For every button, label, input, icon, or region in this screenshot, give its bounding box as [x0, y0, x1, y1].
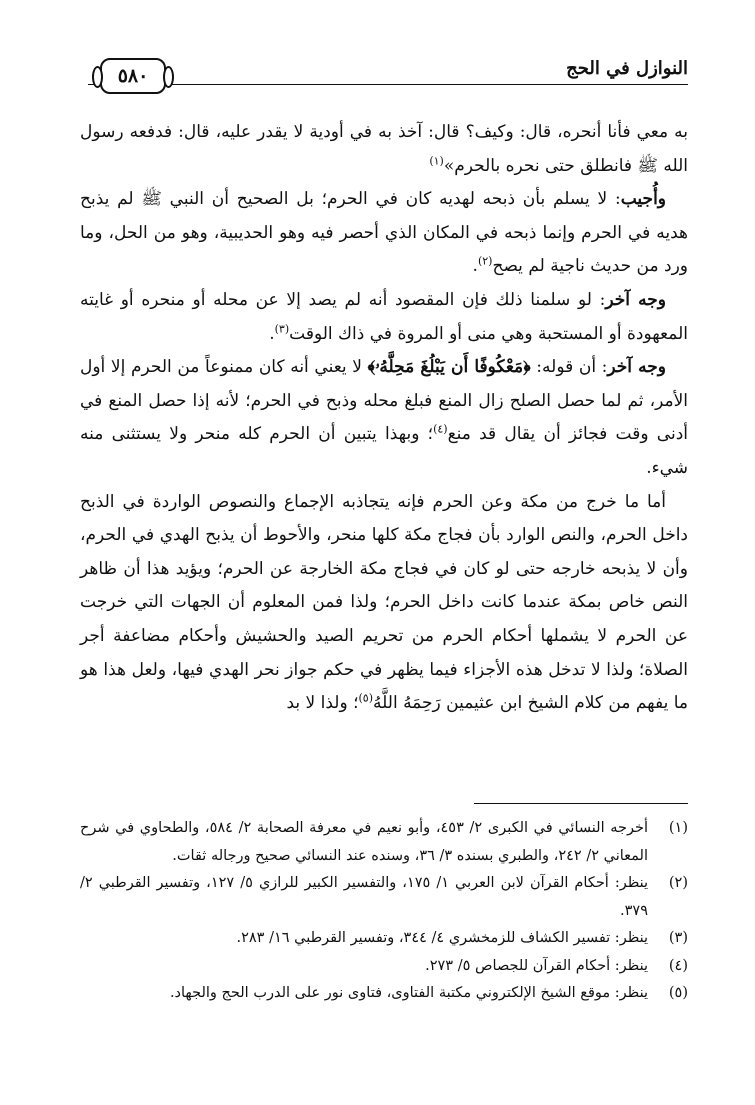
paragraph-1 [80, 116, 688, 183]
header-rule [88, 84, 688, 85]
paragraph-text: : أن قوله: [530, 357, 608, 378]
footnote-number: (١) [668, 820, 688, 836]
footnote-ref[interactable]: (٣) [274, 321, 290, 335]
footnote-item [80, 980, 688, 1008]
footnote-item [80, 953, 688, 981]
paragraph-2 [80, 183, 688, 284]
paragraph-text: ؛ وبهذا يتبين أن الحرم كله منحر ولا يستثنى منه شيء. [80, 424, 688, 478]
footnote-number: (٣) [668, 930, 688, 946]
paragraph-5 [80, 486, 688, 721]
paragraph-text: . [269, 323, 275, 344]
book-title: النوازل في الحج [566, 58, 688, 79]
footnote-number: (٢) [668, 875, 688, 891]
paragraph-4 [80, 351, 688, 485]
footnote-number: (٤) [668, 957, 688, 974]
paragraph-text: : لو سلمنا ذلك فإن المقصود أنه لم يصد إلا عن محله أو منحره أو غايته المعهودة أو المستحبة وهي منى أو المروة في ذاك الوقت [80, 289, 688, 344]
footnote-text: ينظر: موقع الشيخ الإلكتروني مكتبة الفتاوى، فتاوى نور على الدرب الحج والجهاد. [169, 985, 648, 1001]
body-text [80, 116, 688, 721]
footnote-ref[interactable]: (٤) [433, 422, 448, 436]
footnote-separator [474, 803, 688, 804]
footnote-item [80, 870, 688, 925]
paragraph-lead: وجه آخر [605, 289, 666, 310]
paragraph-lead: وجه آخر [607, 357, 667, 378]
footnote-text: ينظر: أحكام القرآن لابن العربي ١/ ١٧٥، والتفسير الكبير للرازي ٥/ ١٢٧، وتفسير القرطبي ٢/ ٣٧٩. [80, 875, 649, 919]
footnote-text: أخرجه النسائي في الكبرى ٢/ ٤٥٣، وأبو نعيم في معرفة الصحابة ٢/ ٥٨٤، والطحاوي في شرح المعاني ٢/ ٢٤٢، والطبري بسنده ٣/ ٣٦، وسنده عند النسائي صحيح ورجاله ثقات. [80, 820, 648, 864]
footnote-ref[interactable]: (١) [429, 153, 444, 167]
page-number-box [100, 58, 166, 94]
paragraph-text: . [472, 256, 478, 277]
paragraph-text: : لا يسلم بأن ذبحه لهديه كان في الحرم؛ بل الصحيح أن النبي ﷺ لم يذبح هديه في الحرم وإنما ذبحه في المكان الذي أحصر فيه وهو الحديبية، وهو من الحل، وما ورد من حديث ناجية لم يصح [80, 189, 688, 277]
footnote-text: ينظر: أحكام القرآن للجصاص ٥/ ٢٧٣. [425, 957, 648, 974]
footnote-ref[interactable]: (٥) [358, 691, 374, 705]
paragraph-text: ؛ ولذا لا بد [286, 693, 359, 714]
page-number: ٥٨٠ [117, 65, 149, 87]
footnote-number: (٥) [668, 985, 688, 1001]
paragraph-text: به معي فأنا أنحره، قال: وكيف؟ قال: آخذ به في أودية لا يقدر عليه، قال: فدفعه رسول الله ﷺ فانطلق حتى نحره بالحرم» [80, 122, 688, 176]
paragraph-3 [80, 284, 688, 351]
paragraph-text: أما ما خرج من مكة وعن الحرم فإنه يتجاذبه الإجماع والنصوص الواردة في الذبح داخل الحرم، والنص الوارد بأن فجاج مكة كلها منحر، والأحوط أن يذبح الهدي في الحرم، وأن لا يذبحه خارجه حتى لو كان في فجاج مكة الخارجة عن الحرم؛ ويؤيد هذا أن ظاهر النص خاص بمكة عندما كانت داخل الحرم؛ ولذا فمن المعلوم أن الجهات التي خرجت عن الحرم لا يشملها أحكام الحرم من تحريم الصيد والحشيش وأحكام مضاعفة أجر الصلاة؛ ولذا لا تدخل هذه الأجزاء فيما يظهر في حكم جواز نحر الهدي فيها، ولعل هذا هو ما يفهم من كلام الشيخ ابن عثيمين رَحِمَهُ اللَّهُ [80, 491, 688, 714]
paragraph-lead: وأُجيب [620, 189, 666, 210]
page-header [80, 48, 688, 98]
footnote-item [80, 815, 688, 870]
footnote-text: ينظر: تفسير الكشاف للزمخشري ٤/ ٣٤٤، وتفسير القرطبي ١٦/ ٢٨٣. [236, 930, 648, 946]
paragraph-text: لا يعني أنه كان ممنوعاً من الحرم إلا أول الأمر، ثم لما حصل الصلح زال المنع فبلغ محله وذبح في الحرم؛ لأنه إذا حصل المنع في أدنى وقت فجائز أن يقال قد منع [80, 357, 688, 445]
quran-verse: ﴿مَعْكُوفًا أَن يَبْلُغَ مَحِلَّهُۥ﴾ [367, 357, 531, 378]
footnote-ref[interactable]: (٢) [477, 254, 493, 268]
footnotes [80, 815, 688, 1008]
footnote-item [80, 925, 688, 953]
